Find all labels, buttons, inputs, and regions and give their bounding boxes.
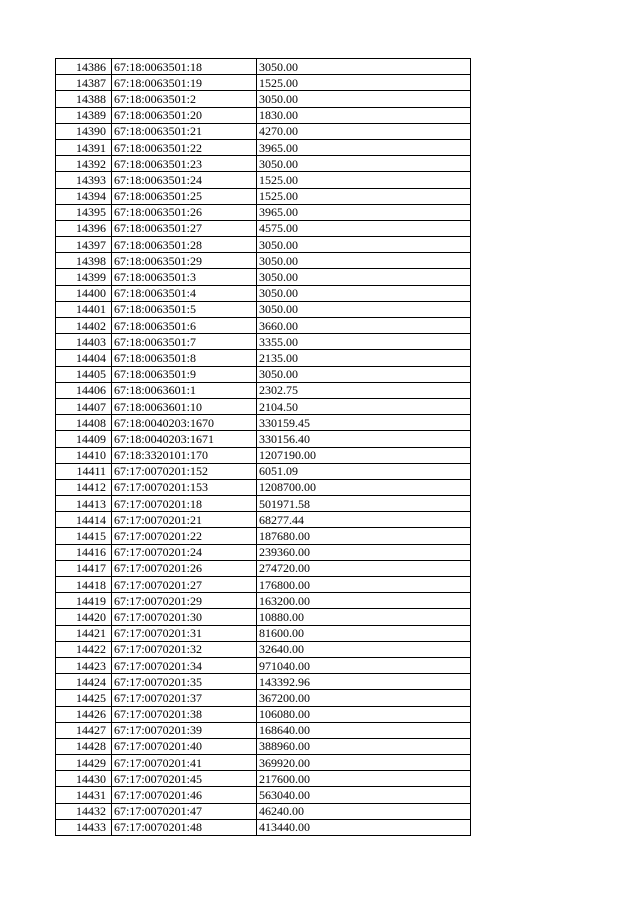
row-number-cell: 14391	[56, 139, 112, 155]
row-number-cell: 14415	[56, 528, 112, 544]
table-row	[56, 253, 471, 269]
table-row	[56, 382, 471, 398]
table-row	[56, 560, 471, 576]
cadastral-number-cell: 67:18:0063501:7	[112, 334, 257, 350]
table-row	[56, 301, 471, 317]
row-number-cell: 14405	[56, 366, 112, 382]
row-number-cell: 14422	[56, 641, 112, 657]
row-number-cell: 14401	[56, 301, 112, 317]
value-cell: 3355.00	[257, 334, 471, 350]
row-number-cell: 14400	[56, 285, 112, 301]
table-row	[56, 496, 471, 512]
row-number-cell: 14409	[56, 431, 112, 447]
cadastral-number-cell: 67:17:0070201:21	[112, 512, 257, 528]
row-number-cell: 14421	[56, 625, 112, 641]
cadastral-number-cell: 67:17:0070201:152	[112, 463, 257, 479]
value-cell: 4575.00	[257, 220, 471, 236]
cadastral-number-cell: 67:18:0063501:4	[112, 285, 257, 301]
row-number-cell: 14388	[56, 91, 112, 107]
value-cell: 3965.00	[257, 204, 471, 220]
table-row	[56, 269, 471, 285]
cadastral-number-cell: 67:17:0070201:45	[112, 771, 257, 787]
value-cell: 367200.00	[257, 690, 471, 706]
row-number-cell: 14387	[56, 75, 112, 91]
value-cell: 68277.44	[257, 512, 471, 528]
cadastral-number-cell: 67:17:0070201:22	[112, 528, 257, 544]
value-cell: 81600.00	[257, 625, 471, 641]
cadastral-number-cell: 67:18:0063501:23	[112, 156, 257, 172]
table-row	[56, 75, 471, 91]
cadastral-number-cell: 67:17:0070201:29	[112, 593, 257, 609]
cadastral-number-cell: 67:18:0063501:19	[112, 75, 257, 91]
table-row	[56, 787, 471, 803]
table-row	[56, 528, 471, 544]
table-row	[56, 706, 471, 722]
value-cell: 388960.00	[257, 738, 471, 754]
row-number-cell: 14394	[56, 188, 112, 204]
cadastral-number-cell: 67:17:0070201:41	[112, 755, 257, 771]
row-number-cell: 14389	[56, 107, 112, 123]
cadastral-value-table	[55, 58, 471, 836]
value-cell: 106080.00	[257, 706, 471, 722]
value-cell: 2135.00	[257, 350, 471, 366]
row-number-cell: 14414	[56, 512, 112, 528]
value-cell: 3660.00	[257, 318, 471, 334]
cadastral-number-cell: 67:18:0063501:29	[112, 253, 257, 269]
table-row	[56, 431, 471, 447]
table-row	[56, 156, 471, 172]
value-cell: 187680.00	[257, 528, 471, 544]
table-row	[56, 722, 471, 738]
table-row	[56, 819, 471, 835]
row-number-cell: 14390	[56, 123, 112, 139]
cadastral-number-cell: 67:18:0063501:21	[112, 123, 257, 139]
cadastral-number-cell: 67:18:0063501:24	[112, 172, 257, 188]
table-row	[56, 350, 471, 366]
value-cell: 3050.00	[257, 237, 471, 253]
value-cell: 4270.00	[257, 123, 471, 139]
value-cell: 274720.00	[257, 560, 471, 576]
value-cell: 1525.00	[257, 75, 471, 91]
cadastral-number-cell: 67:18:0063501:8	[112, 350, 257, 366]
value-cell: 330156.40	[257, 431, 471, 447]
value-cell: 3050.00	[257, 156, 471, 172]
table-row	[56, 123, 471, 139]
value-cell: 3050.00	[257, 269, 471, 285]
table-row	[56, 172, 471, 188]
value-cell: 217600.00	[257, 771, 471, 787]
row-number-cell: 14433	[56, 819, 112, 835]
table-row	[56, 738, 471, 754]
cadastral-number-cell: 67:18:3320101:170	[112, 447, 257, 463]
value-cell: 10880.00	[257, 609, 471, 625]
row-number-cell: 14399	[56, 269, 112, 285]
value-cell: 971040.00	[257, 657, 471, 673]
table-row	[56, 366, 471, 382]
cadastral-number-cell: 67:18:0063501:20	[112, 107, 257, 123]
value-cell: 163200.00	[257, 593, 471, 609]
cadastral-number-cell: 67:18:0063501:26	[112, 204, 257, 220]
cadastral-number-cell: 67:18:0040203:1671	[112, 431, 257, 447]
value-cell: 3965.00	[257, 139, 471, 155]
cadastral-number-cell: 67:17:0070201:31	[112, 625, 257, 641]
value-cell: 1525.00	[257, 188, 471, 204]
row-number-cell: 14392	[56, 156, 112, 172]
cadastral-number-cell: 67:17:0070201:39	[112, 722, 257, 738]
table-row	[56, 91, 471, 107]
value-cell: 501971.58	[257, 496, 471, 512]
table-row	[56, 755, 471, 771]
table-row	[56, 479, 471, 495]
value-cell: 3050.00	[257, 91, 471, 107]
table-row	[56, 107, 471, 123]
table-row	[56, 674, 471, 690]
row-number-cell: 14403	[56, 334, 112, 350]
value-cell: 369920.00	[257, 755, 471, 771]
value-cell: 1525.00	[257, 172, 471, 188]
row-number-cell: 14418	[56, 577, 112, 593]
table-row	[56, 463, 471, 479]
row-number-cell: 14411	[56, 463, 112, 479]
cadastral-number-cell: 67:17:0070201:40	[112, 738, 257, 754]
table-row	[56, 771, 471, 787]
value-cell: 239360.00	[257, 544, 471, 560]
table-row	[56, 447, 471, 463]
row-number-cell: 14427	[56, 722, 112, 738]
value-cell: 1830.00	[257, 107, 471, 123]
cadastral-number-cell: 67:17:0070201:34	[112, 657, 257, 673]
value-cell: 3050.00	[257, 253, 471, 269]
cadastral-number-cell: 67:18:0063501:9	[112, 366, 257, 382]
cadastral-number-cell: 67:17:0070201:30	[112, 609, 257, 625]
row-number-cell: 14429	[56, 755, 112, 771]
table-body	[56, 59, 471, 836]
cadastral-number-cell: 67:18:0063501:18	[112, 59, 257, 75]
cadastral-number-cell: 67:17:0070201:24	[112, 544, 257, 560]
cadastral-number-cell: 67:17:0070201:18	[112, 496, 257, 512]
table-row	[56, 625, 471, 641]
table-row	[56, 641, 471, 657]
cadastral-number-cell: 67:18:0040203:1670	[112, 415, 257, 431]
table-row	[56, 593, 471, 609]
row-number-cell: 14397	[56, 237, 112, 253]
value-cell: 2302.75	[257, 382, 471, 398]
table-row	[56, 237, 471, 253]
row-number-cell: 14431	[56, 787, 112, 803]
cadastral-number-cell: 67:17:0070201:48	[112, 819, 257, 835]
table-row	[56, 204, 471, 220]
row-number-cell: 14386	[56, 59, 112, 75]
cadastral-number-cell: 67:17:0070201:153	[112, 479, 257, 495]
cadastral-number-cell: 67:18:0063501:27	[112, 220, 257, 236]
table-row	[56, 657, 471, 673]
row-number-cell: 14426	[56, 706, 112, 722]
table-row	[56, 577, 471, 593]
cadastral-number-cell: 67:18:0063601:1	[112, 382, 257, 398]
table-row	[56, 220, 471, 236]
row-number-cell: 14410	[56, 447, 112, 463]
value-cell: 6051.09	[257, 463, 471, 479]
table-row	[56, 803, 471, 819]
cadastral-number-cell: 67:18:0063501:22	[112, 139, 257, 155]
row-number-cell: 14402	[56, 318, 112, 334]
cadastral-number-cell: 67:17:0070201:47	[112, 803, 257, 819]
value-cell: 2104.50	[257, 398, 471, 414]
cadastral-number-cell: 67:17:0070201:46	[112, 787, 257, 803]
row-number-cell: 14417	[56, 560, 112, 576]
cadastral-number-cell: 67:18:0063501:25	[112, 188, 257, 204]
value-cell: 563040.00	[257, 787, 471, 803]
row-number-cell: 14408	[56, 415, 112, 431]
row-number-cell: 14424	[56, 674, 112, 690]
row-number-cell: 14396	[56, 220, 112, 236]
table-row	[56, 398, 471, 414]
row-number-cell: 14393	[56, 172, 112, 188]
cadastral-number-cell: 67:18:0063501:5	[112, 301, 257, 317]
table-row	[56, 690, 471, 706]
table-row	[56, 188, 471, 204]
value-cell: 1208700.00	[257, 479, 471, 495]
table-row	[56, 609, 471, 625]
value-cell: 32640.00	[257, 641, 471, 657]
value-cell: 3050.00	[257, 301, 471, 317]
value-cell: 3050.00	[257, 366, 471, 382]
value-cell: 3050.00	[257, 59, 471, 75]
cadastral-number-cell: 67:17:0070201:37	[112, 690, 257, 706]
cadastral-number-cell: 67:18:0063601:10	[112, 398, 257, 414]
value-cell: 176800.00	[257, 577, 471, 593]
table-row	[56, 318, 471, 334]
row-number-cell: 14395	[56, 204, 112, 220]
row-number-cell: 14406	[56, 382, 112, 398]
row-number-cell: 14412	[56, 479, 112, 495]
row-number-cell: 14407	[56, 398, 112, 414]
cadastral-number-cell: 67:17:0070201:32	[112, 641, 257, 657]
row-number-cell: 14419	[56, 593, 112, 609]
row-number-cell: 14404	[56, 350, 112, 366]
cadastral-number-cell: 67:18:0063501:2	[112, 91, 257, 107]
table-row	[56, 139, 471, 155]
row-number-cell: 14430	[56, 771, 112, 787]
row-number-cell: 14398	[56, 253, 112, 269]
row-number-cell: 14428	[56, 738, 112, 754]
table-row	[56, 544, 471, 560]
value-cell: 143392.96	[257, 674, 471, 690]
table-row	[56, 285, 471, 301]
value-cell: 330159.45	[257, 415, 471, 431]
value-cell: 1207190.00	[257, 447, 471, 463]
value-cell: 413440.00	[257, 819, 471, 835]
cadastral-number-cell: 67:17:0070201:35	[112, 674, 257, 690]
row-number-cell: 14432	[56, 803, 112, 819]
table-row	[56, 415, 471, 431]
cadastral-number-cell: 67:18:0063501:3	[112, 269, 257, 285]
value-cell: 168640.00	[257, 722, 471, 738]
row-number-cell: 14423	[56, 657, 112, 673]
table-row	[56, 512, 471, 528]
cadastral-number-cell: 67:18:0063501:6	[112, 318, 257, 334]
cadastral-number-cell: 67:17:0070201:26	[112, 560, 257, 576]
row-number-cell: 14413	[56, 496, 112, 512]
value-cell: 46240.00	[257, 803, 471, 819]
table-row	[56, 334, 471, 350]
row-number-cell: 14425	[56, 690, 112, 706]
row-number-cell: 14416	[56, 544, 112, 560]
cadastral-number-cell: 67:17:0070201:38	[112, 706, 257, 722]
value-cell: 3050.00	[257, 285, 471, 301]
cadastral-number-cell: 67:17:0070201:27	[112, 577, 257, 593]
table-row	[56, 59, 471, 75]
row-number-cell: 14420	[56, 609, 112, 625]
cadastral-number-cell: 67:18:0063501:28	[112, 237, 257, 253]
